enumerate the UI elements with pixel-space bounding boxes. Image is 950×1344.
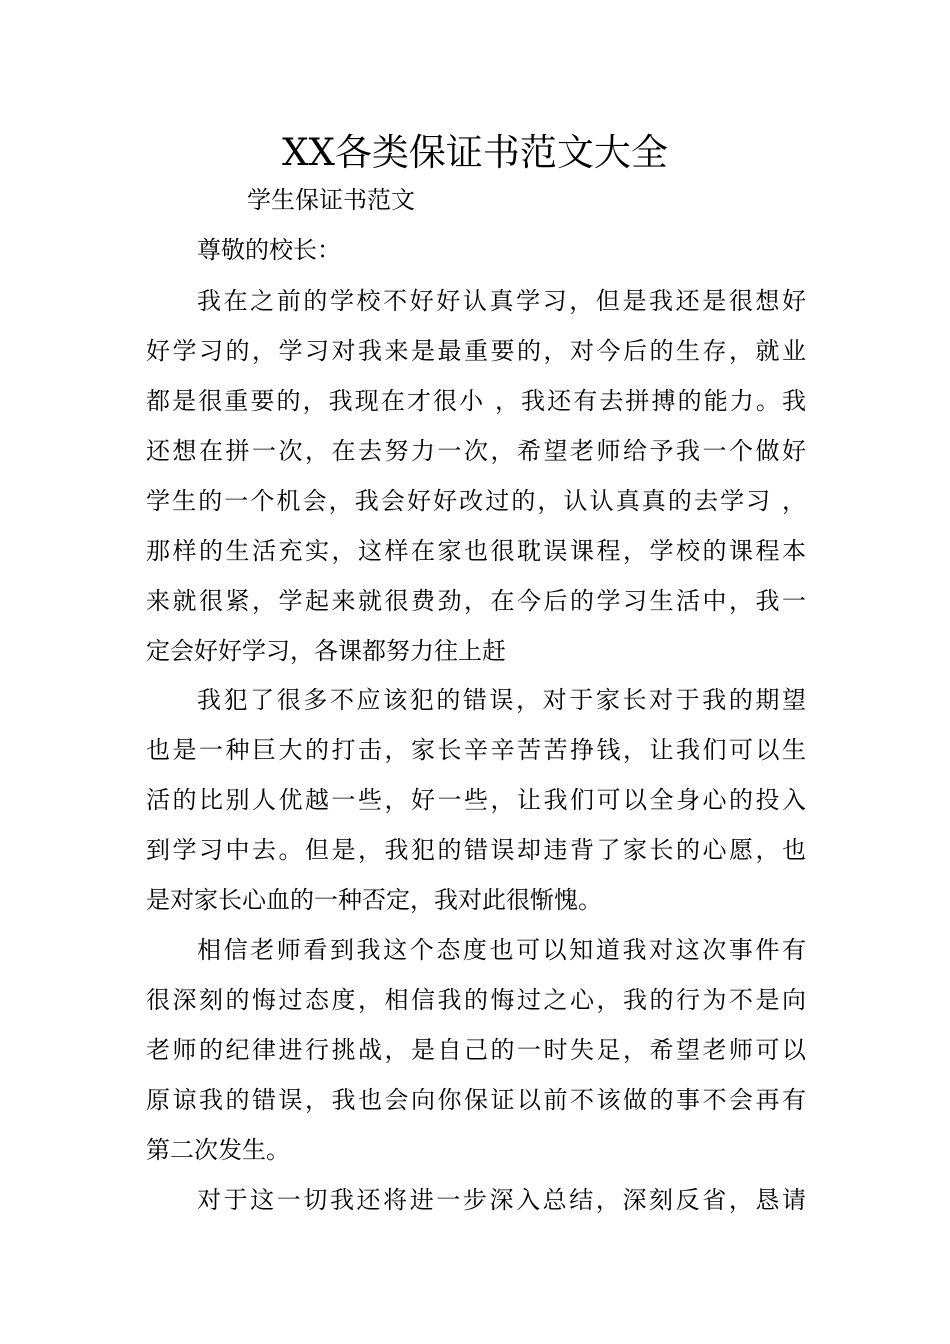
- paragraph-line: 相信老师看到我这个态度也可以知道我对这次事件有: [197, 936, 806, 964]
- document-title: XX各类保证书范文大全: [282, 131, 668, 174]
- paragraph-line: 很深刻的悔过态度，相信我的悔过之心，我的行为不是向: [146, 986, 806, 1014]
- salutation: 尊敬的校长：: [197, 236, 341, 264]
- paragraph-line: 那样的生活充实，这样在家也很耽误课程，学校的课程本: [146, 537, 806, 565]
- paragraph-line: 我在之前的学校不好好认真学习，但是我还是很想好: [197, 287, 806, 315]
- paragraph-line: 我犯了很多不应该犯的错误，对于家长对于我的期望: [197, 686, 806, 714]
- paragraph-line: 还想在拼一次，在去努力一次，希望老师给予我一个做好: [146, 437, 806, 465]
- paragraph-line: 第二次发生。: [146, 1136, 290, 1164]
- paragraph-line: 老师的纪律进行挑战，是自己的一时失足，希望老师可以: [146, 1036, 806, 1064]
- paragraph-line: 是对家长心血的一种否定，我对此很惭愧。: [146, 886, 602, 914]
- paragraph-line: 对于这一切我还将进一步深入总结，深刻反省，恳请: [197, 1186, 806, 1214]
- paragraph-line: 活的比别人优越一些，好一些，让我们可以全身心的投入: [146, 786, 806, 814]
- paragraph-line: 到学习中去。但是，我犯的错误却违背了家长的心愿，也: [146, 836, 806, 864]
- paragraph-line: 好学习的，学习对我来是最重要的，对今后的生存，就业: [146, 337, 806, 365]
- paragraph: [146, 925, 806, 1175]
- paragraph-line: 都是很重要的，我现在才很小 ，我还有去拼搏的能力。我: [146, 387, 806, 415]
- paragraph-line: 原谅我的错误，我也会向你保证以前不该做的事不会再有: [146, 1086, 806, 1114]
- paragraph: [146, 276, 806, 676]
- paragraph-line: 学生的一个机会，我会好好改过的，认认真真的去学习 ，: [146, 487, 806, 515]
- paragraph: [146, 675, 806, 925]
- paragraph-line: 来就很紧，学起来就很费劲，在今后的学习生活中，我一: [146, 587, 806, 615]
- paragraph: [146, 1175, 806, 1225]
- document-subtitle: 学生保证书范文: [247, 186, 415, 214]
- paragraph-line: 定会好好学习，各课都努力往上赶: [146, 637, 506, 665]
- paragraph-line: 也是一种巨大的打击，家长辛辛苦苦挣钱，让我们可以生: [146, 736, 806, 764]
